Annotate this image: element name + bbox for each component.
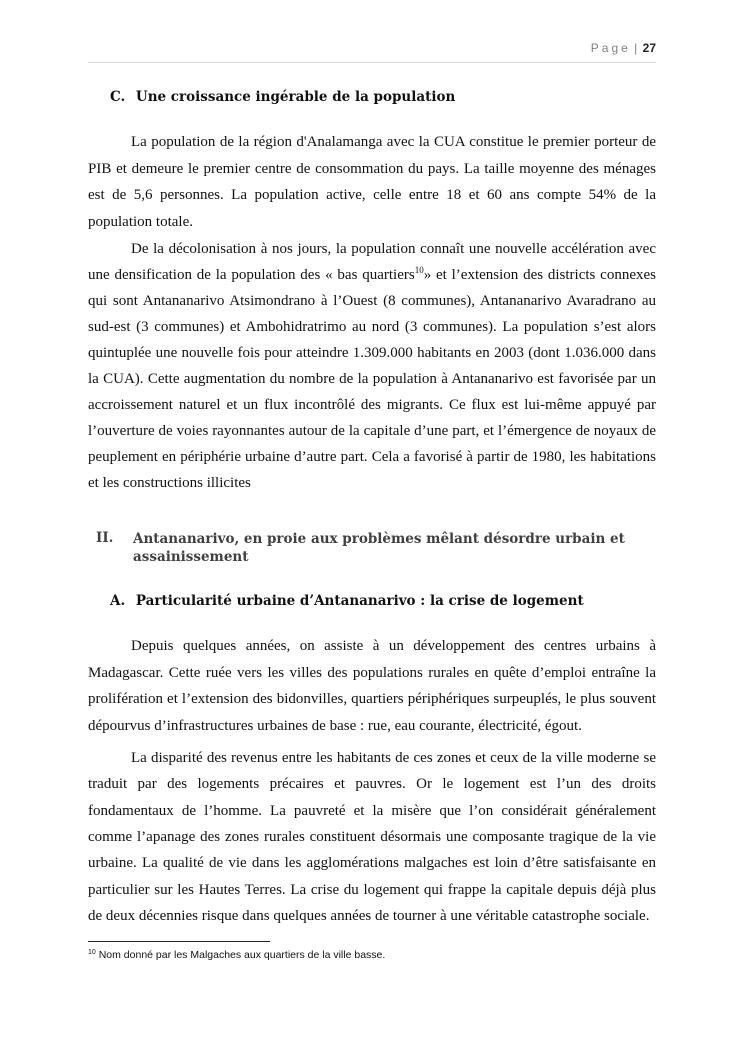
- paragraph-2-line: De la décolonisation à nos jours, la population connaît une nouvelle accélération avec: [131, 241, 656, 257]
- page-number: 27: [642, 41, 656, 55]
- paragraph-1-line: est de 5,6 personnes. La population active, celle entre 18 et 60 ans compte 54% de la: [88, 187, 656, 204]
- footnote-rule: [88, 941, 270, 942]
- page-label: Page: [590, 41, 631, 55]
- footnote-text: Nom donné par les Malgaches aux quartiers de la ville basse.: [98, 949, 386, 961]
- heading-section-ii-title: [133, 530, 625, 566]
- page-header: [88, 41, 656, 55]
- heading-marker: C.: [110, 89, 126, 105]
- paragraph-2-line: l’ouverture de voies rayonnantes autour de la capitale d’une part, et l’émergence de noyaux de: [88, 423, 656, 439]
- paragraph-3-line: Depuis quelques années, on assiste à un développement des centres urbains à: [131, 638, 656, 654]
- footnote-ref[interactable]: 10: [414, 265, 424, 275]
- heading-section-c: [110, 89, 455, 105]
- heading-marker: II.: [96, 530, 114, 546]
- paragraph-4-line: traduit par des logements précaires et pauvres. Or le logement est l’un des droits: [88, 776, 656, 793]
- paragraph-4-line: comme l’apanage des zones rurales constituent désormais une composante tragique de la vie: [88, 828, 656, 845]
- footnote-number: 10: [88, 949, 96, 956]
- paragraph-4-line: urbaine. La qualité de vie dans les agglomérations malgaches est loin d’être satisfaisante en: [88, 855, 656, 872]
- paragraph-4-line: particulier sur les Hautes Terres. La crise du logement qui frappe la capitale depuis déjà plus: [88, 881, 656, 898]
- paragraph-2-line: sud-est (3 communes) et Ambohidratrimo au nord (3 communes). La population s’est alors: [88, 319, 656, 335]
- heading-title: Une croissance ingérable de la population: [135, 89, 456, 105]
- page-separator: |: [634, 41, 638, 55]
- paragraph-2-line: quintuplée une nouvelle fois pour atteindre 1.309.000 habitants en 2003 (dont 1.036.000 dans: [88, 345, 656, 361]
- text-run: une densification de la population des « bas quartiers: [88, 267, 415, 283]
- paragraph-4-line: fondamentaux de l’homme. La pauvreté et la misère que l’on considérait généralement: [88, 802, 656, 819]
- paragraph-2-line: peuplement en périphérie urbaine d’autre part. Cela a favorisé à partir de 1980, les habitations: [88, 449, 656, 465]
- heading-title-line: assainissement: [133, 549, 249, 565]
- heading-title: Particularité urbaine d’Antananarivo : la crise de logement: [135, 593, 584, 609]
- header-rule: [88, 62, 656, 63]
- paragraph-1-line: population totale.: [88, 214, 193, 231]
- paragraph-3-line: dépourvus d’infrastructures urbaines de base : rue, eau courante, électricité, égout.: [88, 717, 582, 734]
- paragraph-2-line: accroissement naturel et un flux incontrôlé des migrants. Ce flux est lui-même appuyé par: [88, 397, 656, 413]
- paragraph-3-line: Madagascar. Cette ruée vers les villes des populations rurales en quête d’emploi entraîne la: [88, 664, 656, 681]
- heading-section-a: [110, 593, 584, 609]
- heading-marker: A.: [110, 593, 126, 609]
- paragraph-2-line: la CUA). Cette augmentation du nombre de la population à Antananarivo est favorisée par un: [88, 371, 656, 387]
- paragraph-3-line: prolifération et l’extension des bidonvilles, quartiers périphériques surpeuplés, le plus souvent: [88, 691, 656, 707]
- paragraph-2-line: [88, 266, 656, 284]
- heading-section-ii: [96, 530, 113, 546]
- paragraph-1-line: La population de la région d'Analamanga avec la CUA constitue le premier porteur de: [131, 134, 656, 150]
- paragraph-4-line: de deux décennies risque dans quelques années de tourner à une véritable catastrophe sociale.: [88, 907, 650, 924]
- paragraph-4-line: La disparité des revenus entre les habitants de ces zones et ceux de la ville moderne se: [131, 750, 656, 766]
- footnote: [88, 949, 385, 961]
- paragraph-2-line: et les constructions illicites: [88, 475, 251, 491]
- heading-title-line: Antananarivo, en proie aux problèmes mêlant désordre urbain et: [133, 531, 625, 547]
- paragraph-2-line: qui sont Antananarivo Atsimondrano à l’Ouest (8 communes), Antananarivo Avaradrano au: [88, 293, 656, 309]
- text-run: » et l’extension des districts connexes: [423, 267, 656, 283]
- paragraph-1-line: PIB et demeure le premier centre de consommation du pays. La taille moyenne des ménages: [88, 160, 656, 177]
